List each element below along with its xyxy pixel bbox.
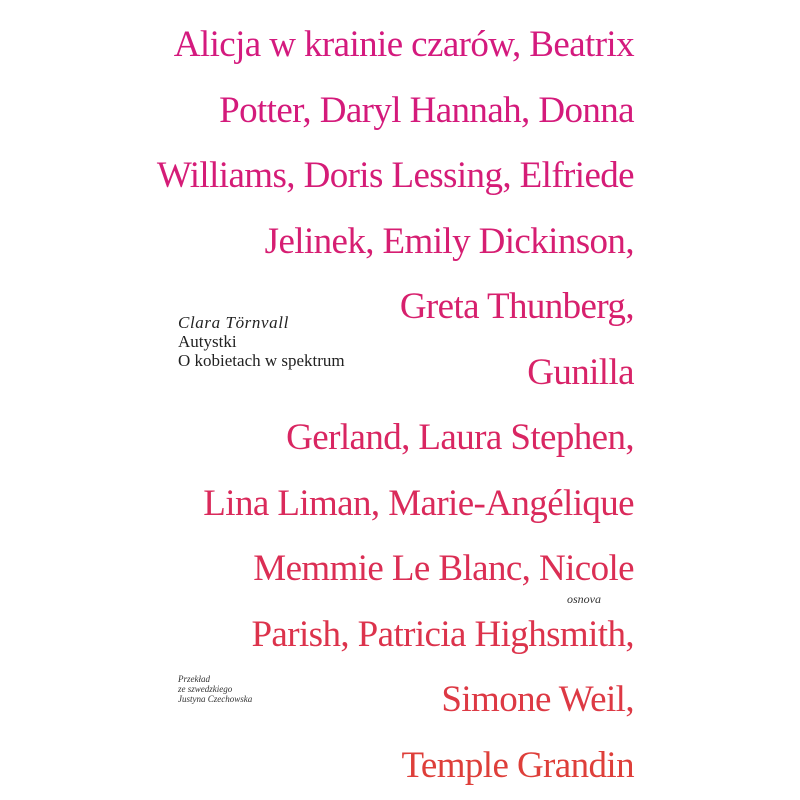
author-title-block: [178, 313, 345, 370]
name-line: Memmie Le Blanc, Nicole: [253, 548, 634, 589]
name-line: Gerland, Laura Stephen,: [286, 417, 634, 458]
translation-line: ze szwedzkiego: [178, 684, 233, 694]
name-line: Lina Liman, Marie-Angélique: [203, 482, 634, 524]
translator-name: Justyna Czechowska: [178, 694, 253, 704]
book-subtitle: O kobietach w spektrum: [178, 351, 345, 370]
translation-credit: [178, 674, 252, 704]
name-line: Simone Weil,: [441, 679, 634, 720]
name-line: Gunilla: [527, 351, 634, 393]
publisher-logo: osnova: [567, 592, 601, 606]
name-line: Parish, Patricia Highsmith,: [251, 613, 634, 655]
name-line: Greta Thunberg,: [399, 286, 634, 327]
translation-line: Przekład: [178, 674, 210, 684]
book-title: Autystki: [178, 332, 237, 351]
name-line: Jelinek, Emily Dickinson,: [264, 220, 634, 262]
name-line: Alicja w krainie czarów, Beatrix: [173, 24, 634, 65]
name-line: Temple Grandin: [401, 744, 634, 786]
author-name: Clara Törnvall: [178, 313, 289, 332]
name-line: Williams, Doris Lessing, Elfriede: [156, 155, 634, 196]
name-line: Potter, Daryl Hannah, Donna: [219, 89, 634, 131]
